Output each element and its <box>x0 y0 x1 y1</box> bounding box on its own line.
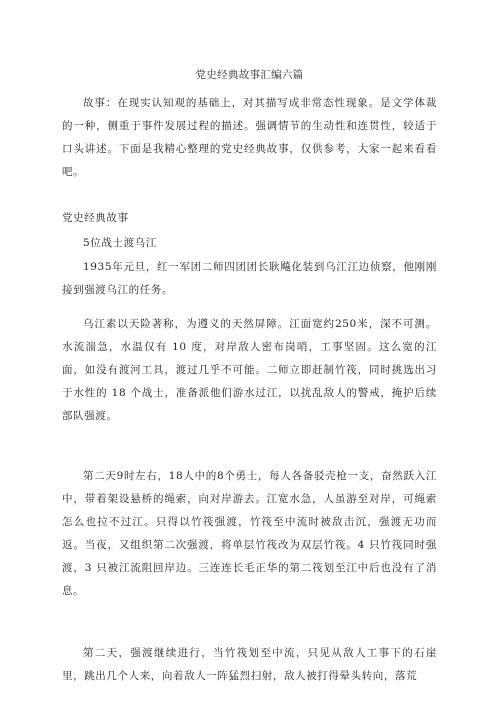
paragraph-4: 第二天，强渡继续进行，当竹筏划至中流，只见从敌人工事下的石崖里，跳出几个人来，向着敌人一阵猛烈扫射，敌人被打得晕头转向，落荒 <box>62 647 437 682</box>
section-heading: 党史经典故事 <box>62 212 129 224</box>
story-title: 5位战士渡乌江 <box>83 237 157 249</box>
intro-paragraph: 故事：在现实认知观的基础上，对其描写成非常态性现象。是文学体裁的一种，侧重于事件发展过程的描述。强调情节的生动性和连贯性，较适于口头讲述。下面是我精心整理的党史经典故事，仅供参考，大家一起来看看吧。 <box>62 97 437 178</box>
paragraph-1: 1935年元旦，红一军团二师四团团长耿飚化装到乌江江边侦察，他刚刚接到强渡乌江的任务。 <box>62 261 437 296</box>
paragraph-3: 第二天9时左右，18人中的8个勇士，每人各备驳壳枪一支，奋然跃入江中，带着架设悬桥的绳索，向对岸游去。江宽水急，人虽游至对岸，可绳索怎么也拉不过江。只得以竹筏强渡，竹筏至中流时被敌击沉，强渡无功而返。当夜，又组织第二次强渡，将单层竹筏改为双层竹筏。4 只竹筏同时强渡，3 只被江流阻回岸边。三连连长毛正华的第二筏划至江中后也没有了消息。 <box>62 470 437 597</box>
paragraph-2: 乌江素以天险著称，为遵义的天然屏障。江面宽约250米，深不可测。水流湍急，水温仅有 10 度，对岸敌人密布岗哨，工事坚固。这么宽的江面，如没有渡河工具，渡过几乎不可能。二师立即赶制竹筏，同时挑选出习于水性的 18 个战士，准备派他们游水过江，以扰乱敌人的警戒，掩护后续部队强渡。 <box>62 318 437 422</box>
document-title: 党史经典故事汇编六篇 <box>195 69 304 81</box>
